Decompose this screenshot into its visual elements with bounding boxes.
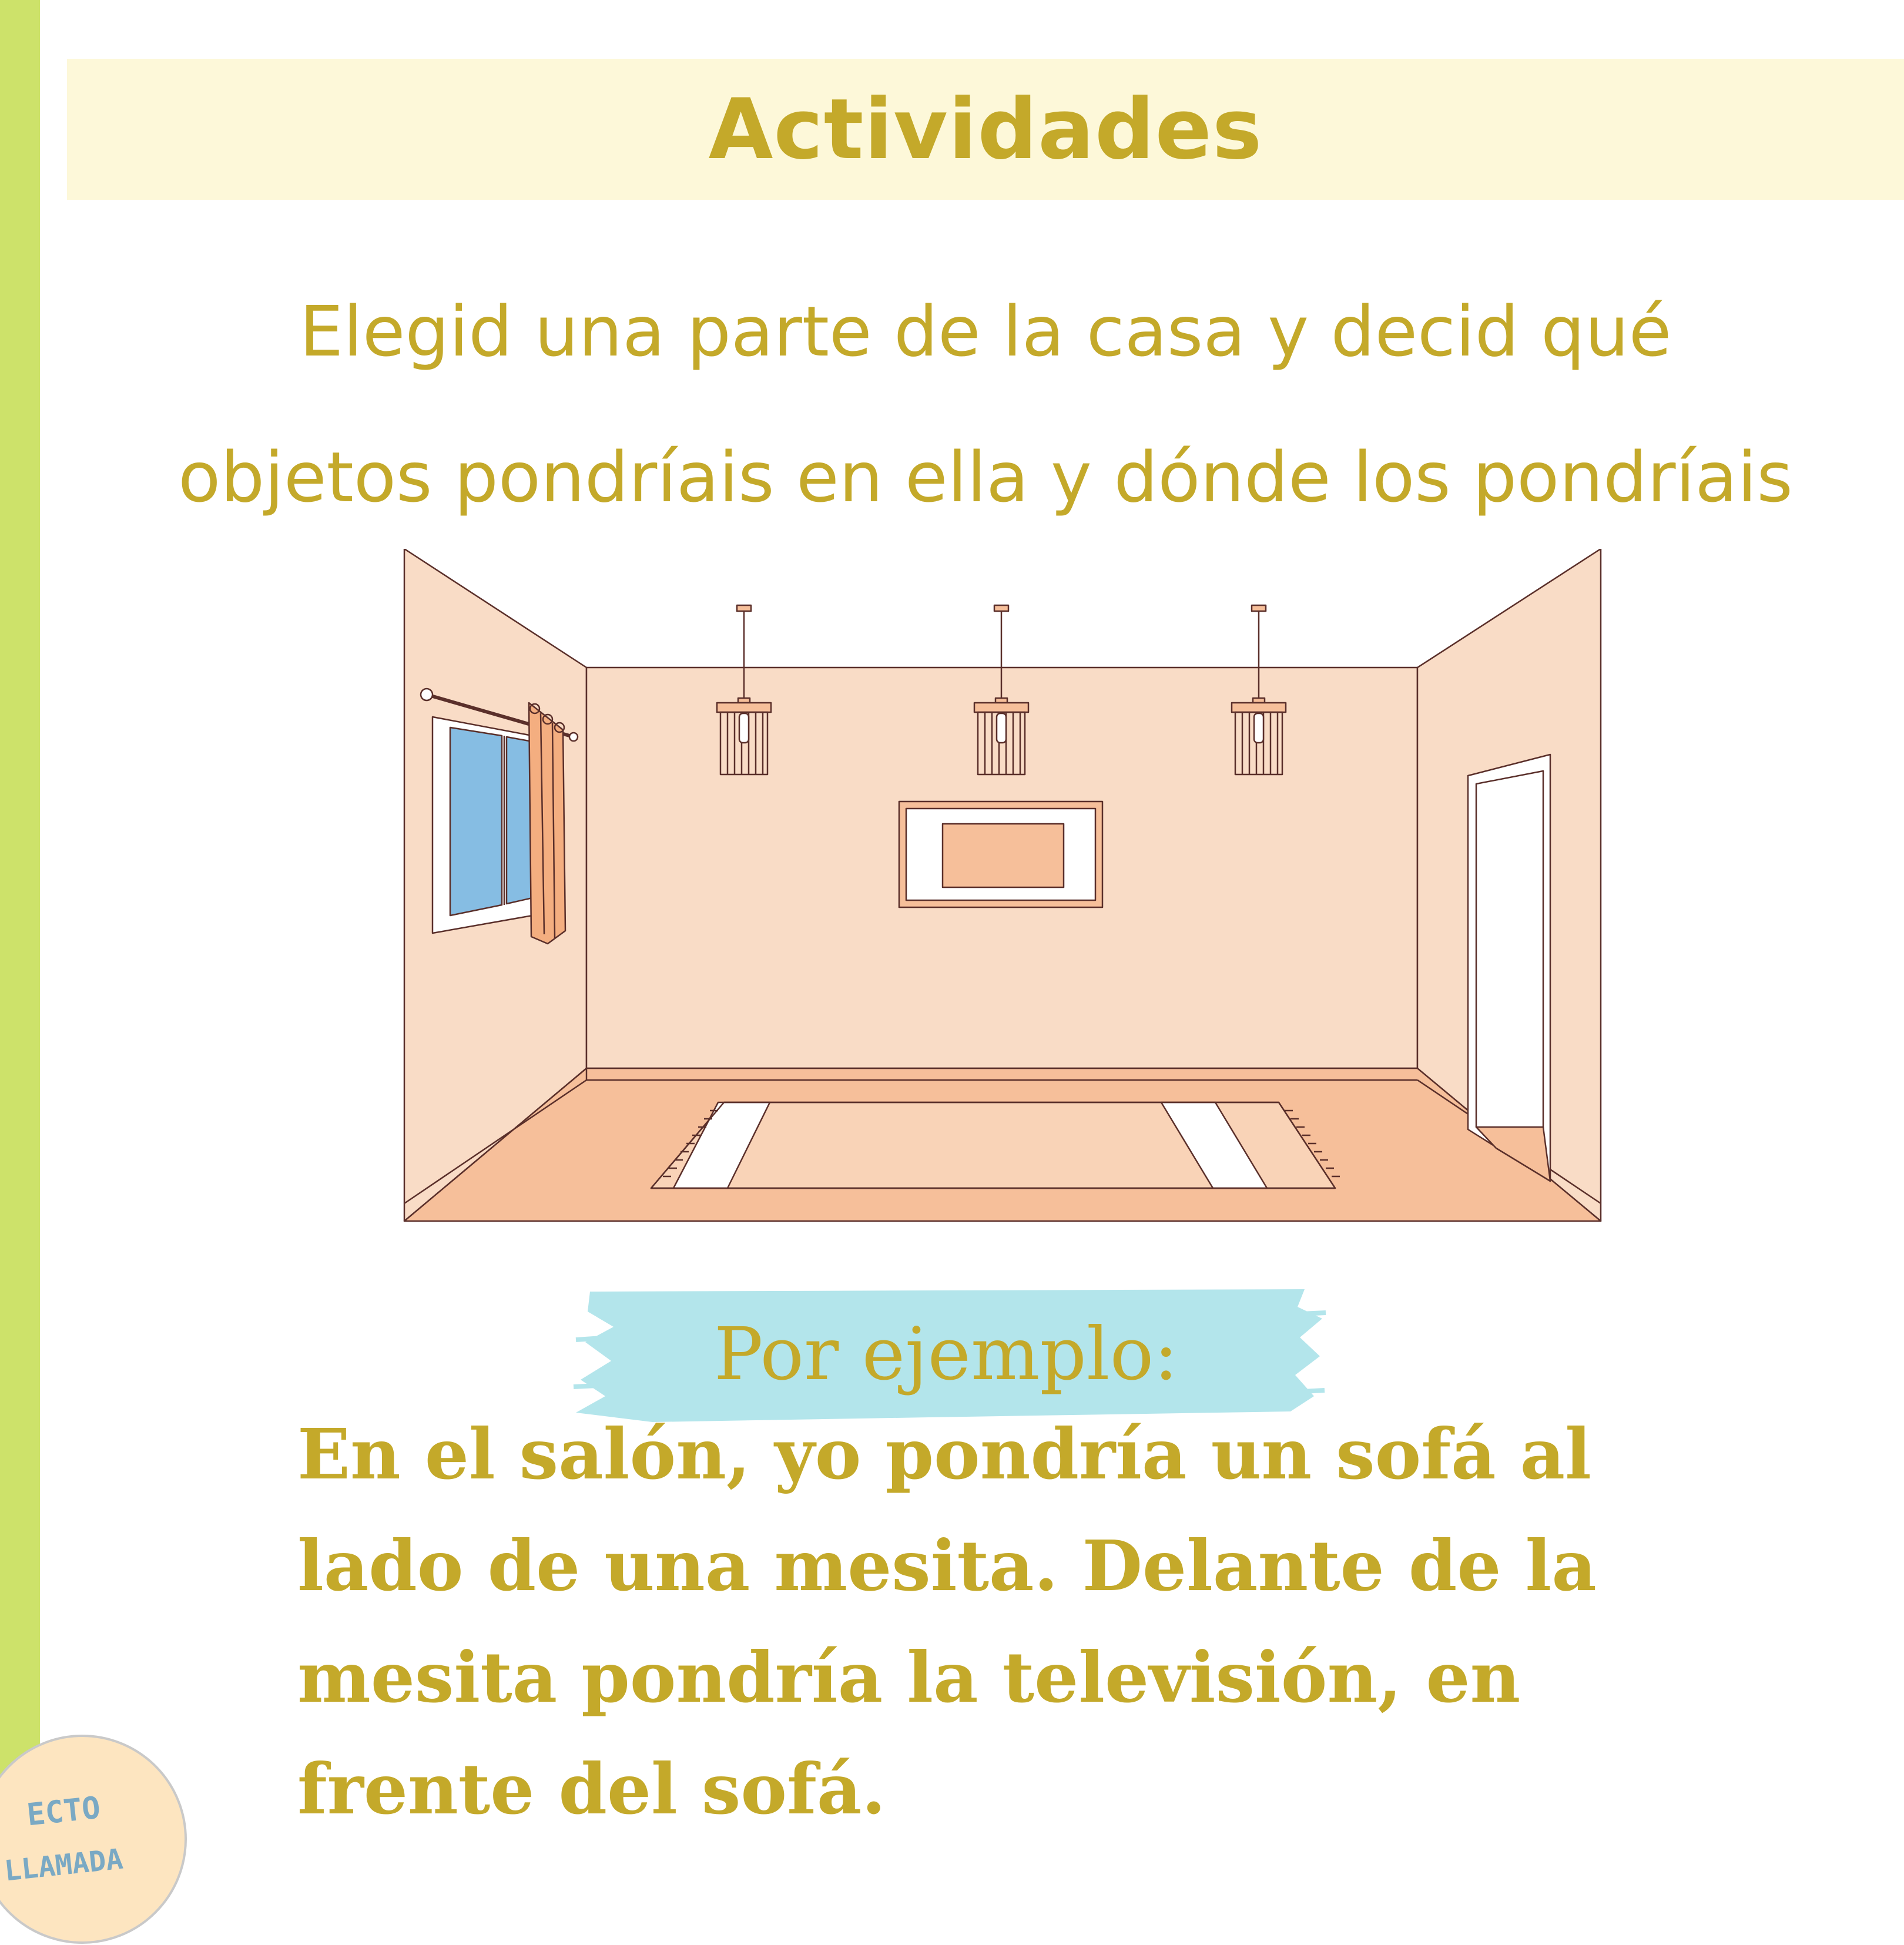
example-label: Por ejemplo: <box>713 1312 1178 1397</box>
example-line-2: lado de una mesita. Delante de la <box>297 1525 1597 1607</box>
picture-frame-icon <box>899 802 1102 907</box>
logo-line-1: ECTO <box>25 1790 102 1833</box>
title-band <box>67 59 1904 200</box>
example-text <box>297 1399 1597 1845</box>
door-icon <box>1468 754 1550 1181</box>
page-title: Actividades <box>708 81 1263 178</box>
example-line-1: En el salón, yo pondría un sofá al <box>297 1413 1591 1495</box>
left-accent-bar <box>0 0 40 1904</box>
window-icon <box>433 717 532 933</box>
curtain-icon <box>529 703 565 944</box>
room-illustration <box>403 549 1602 1223</box>
example-line-4: frente del sofá. <box>297 1748 886 1830</box>
instructions <box>67 259 1904 550</box>
instructions-line-1: Elegid una parte de la casa y decid qué <box>299 291 1672 372</box>
logo-stamp <box>0 1733 188 1945</box>
rug-icon <box>651 1102 1340 1188</box>
example-line-3: mesita pondría la televisión, en <box>297 1637 1521 1718</box>
logo-line-2: LLAMADA <box>2 1842 125 1888</box>
instructions-line-2: objetos pondríais en ella y dónde los pondríais <box>178 437 1793 518</box>
